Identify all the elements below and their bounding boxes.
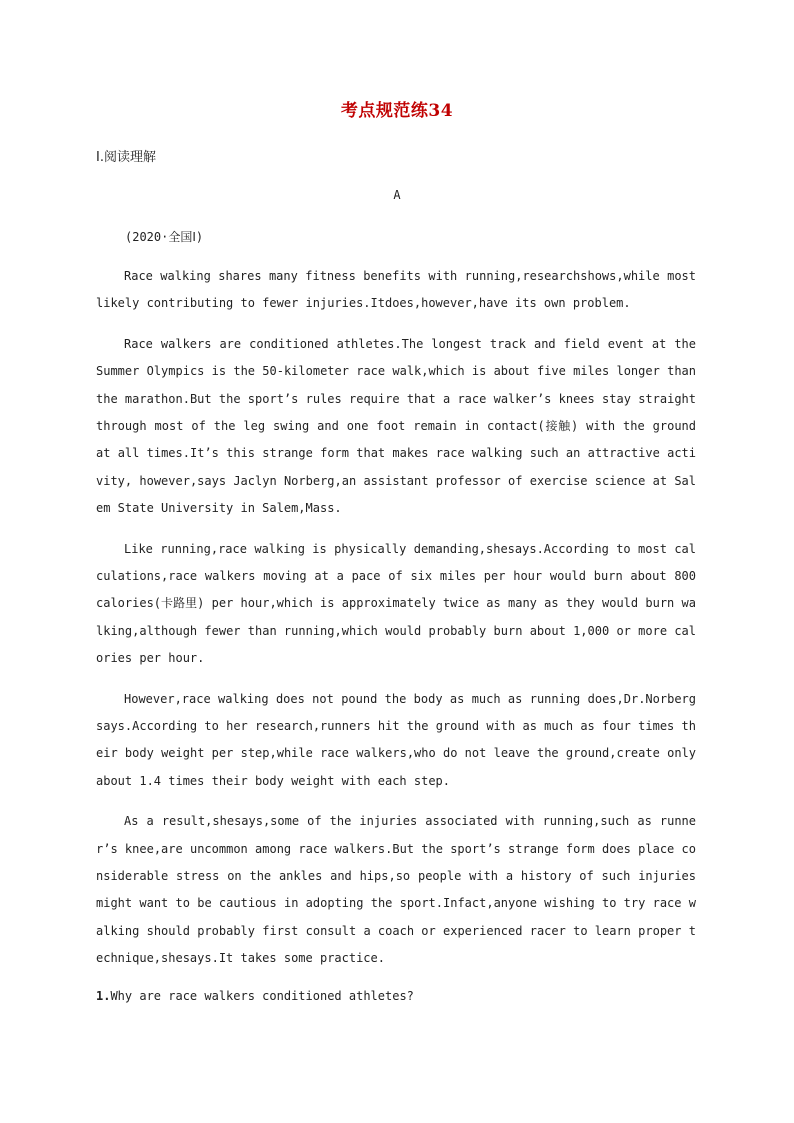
part-letter: A — [393, 188, 401, 202]
passage-paragraph: Race walkers are conditioned athletes.The longest track and field event at the Summer Olympics is the 50-kilometer race walk,which is about five miles longer than the marathon.But the sport’s rules require that a race walker’s knees stay straight through most of the leg swing and one foot remain in contact(接触) with the ground at all times.It’s this strange form that makes race walking such an attractive activity, however,says Jaclyn Norberg,an assistant professor of exercise science at Salem State University in Salem,Mass. — [96, 337, 696, 515]
passage-paragraph: However,race walking does not pound the body as much as running does,Dr.Norbergsays.According to her research,runners hit the ground with as much as four times their body weight per step,while race walkers,who do not leave the ground,create only about 1.4 times their body weight with each step. — [96, 691, 696, 788]
section-heading: Ⅰ.阅读理解 — [96, 150, 156, 165]
reading-passage — [96, 263, 696, 986]
passage-paragraph: As a result,shesays,some of the injuries associated with running,such as runner’s knee,are uncommon among race walkers.But the sport’s strange form does place considerable stress on the ankles and hips,so people with a history of such injuries might want to be cautious in adopting the sport.Infact,anyone wishing to try race walking should probably first consult a coach or experienced racer to learn proper technique,shesays.It takes some practice. — [96, 814, 696, 965]
source-citation: (2020·全国Ⅰ) — [125, 230, 204, 244]
passage-paragraph: Race walking shares many fitness benefits with running,researchshows,while most likely contributing to fewer injuries.Itdoes,however,have its own problem. — [96, 269, 696, 311]
question-text: Why are race walkers conditioned athletes? — [110, 989, 414, 1003]
question-item — [96, 989, 414, 1003]
question-number: 1. — [96, 989, 111, 1003]
page-title: 考点规范练34 — [340, 101, 454, 121]
passage-paragraph: Like running,race walking is physically demanding,shesays.According to most calculations,race walkers moving at a pace of six miles per hour would burn about 800 calories(卡路里) per hour,which is approximately twice as many as they would burn walking,although fewer than running,which would probably burn about 1,000 or more calories per hour. — [96, 541, 696, 665]
